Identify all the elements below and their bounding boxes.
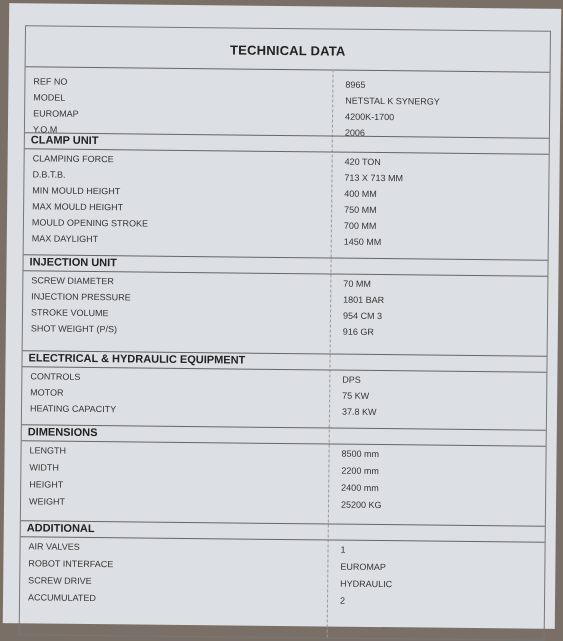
spec-value: 37.8 KW [341, 406, 377, 417]
spec-value: 8500 mm [341, 448, 380, 460]
spec-label: SCREW DIAMETER [31, 275, 114, 287]
spec-value: 2 [339, 595, 346, 606]
spec-label: MAX DAYLIGHT [31, 233, 99, 245]
spec-label: MOTOR [30, 387, 64, 398]
spec-label: SHOT WEIGHT (P/S) [30, 323, 118, 335]
paper-sheet [3, 3, 561, 629]
spec-value: 954 CM 3 [342, 310, 383, 322]
spec-value: 750 MM [344, 204, 377, 215]
spec-value: 1 [340, 544, 346, 555]
spec-value: 713 X 713 MM [344, 172, 404, 184]
spec-row [20, 590, 544, 610]
spec-label: AIR VALVES [28, 541, 80, 552]
spec-label: ROBOT INTERFACE [28, 558, 114, 570]
spec-value: 4200K-1700 [345, 111, 395, 123]
spec-value: 916 GR [342, 326, 374, 337]
spec-label: CONTROLS [30, 371, 81, 382]
spec-label: MIN MOULD HEIGHT [32, 185, 121, 197]
title-rule [26, 66, 550, 72]
spec-value: DPS [342, 374, 361, 385]
spec-label: STROKE VOLUME [30, 307, 109, 319]
spec-value: 420 TON [344, 156, 381, 168]
spec-label: HEATING CAPACITY [29, 403, 117, 415]
technical-data-table [19, 25, 551, 640]
spec-label: LENGTH [29, 445, 67, 456]
spec-label: WEIGHT [28, 496, 66, 507]
spec-value: 25200 KG [340, 499, 382, 511]
spec-label: HEIGHT [29, 479, 64, 490]
spec-label: ACCUMULATED [27, 592, 96, 604]
spec-label: MAX MOULD HEIGHT [32, 201, 124, 213]
spec-label: INJECTION PRESSURE [31, 291, 131, 303]
spec-value: 700 MM [343, 220, 377, 231]
spec-value: HYDRAULIC [340, 578, 393, 590]
document-title: TECHNICAL DATA [229, 42, 346, 59]
spec-value: 70 MM [343, 278, 371, 289]
spec-label: CLAMPING FORCE [32, 153, 114, 165]
spec-value: 75 KW [342, 390, 370, 401]
spec-value: 8965 [345, 79, 366, 90]
spec-value: 2400 mm [341, 482, 379, 494]
section-heading: ELECTRICAL & HYDRAULIC EQUIPMENT [22, 350, 546, 372]
spec-row [21, 494, 545, 514]
spec-label: Y.O.M [32, 124, 58, 135]
section-heading: CLAMP UNIT [25, 132, 549, 154]
spec-label: REF NO [33, 76, 68, 87]
spec-value: 400 MM [344, 188, 377, 199]
spec-label: WIDTH [29, 462, 59, 473]
spec-value: 1450 MM [343, 236, 382, 248]
spec-value: 2200 mm [341, 465, 379, 477]
section-heading: INJECTION UNIT [23, 254, 547, 276]
section-heading: DIMENSIONS [22, 424, 546, 446]
spec-value: 2006 [344, 127, 366, 138]
spec-value: EUROMAP [340, 561, 386, 573]
section-heading: ADDITIONAL [21, 520, 545, 542]
spec-value: 1801 BAR [343, 294, 385, 306]
spec-label: EUROMAP [33, 108, 79, 119]
spec-label: SCREW DRIVE [28, 575, 92, 587]
spec-label: MODEL [33, 92, 66, 103]
spec-label: D.B.T.B. [32, 169, 66, 180]
spec-value: NETSTAL K SYNERGY [345, 95, 440, 107]
spec-label: MOULD OPENING STROKE [31, 217, 149, 229]
